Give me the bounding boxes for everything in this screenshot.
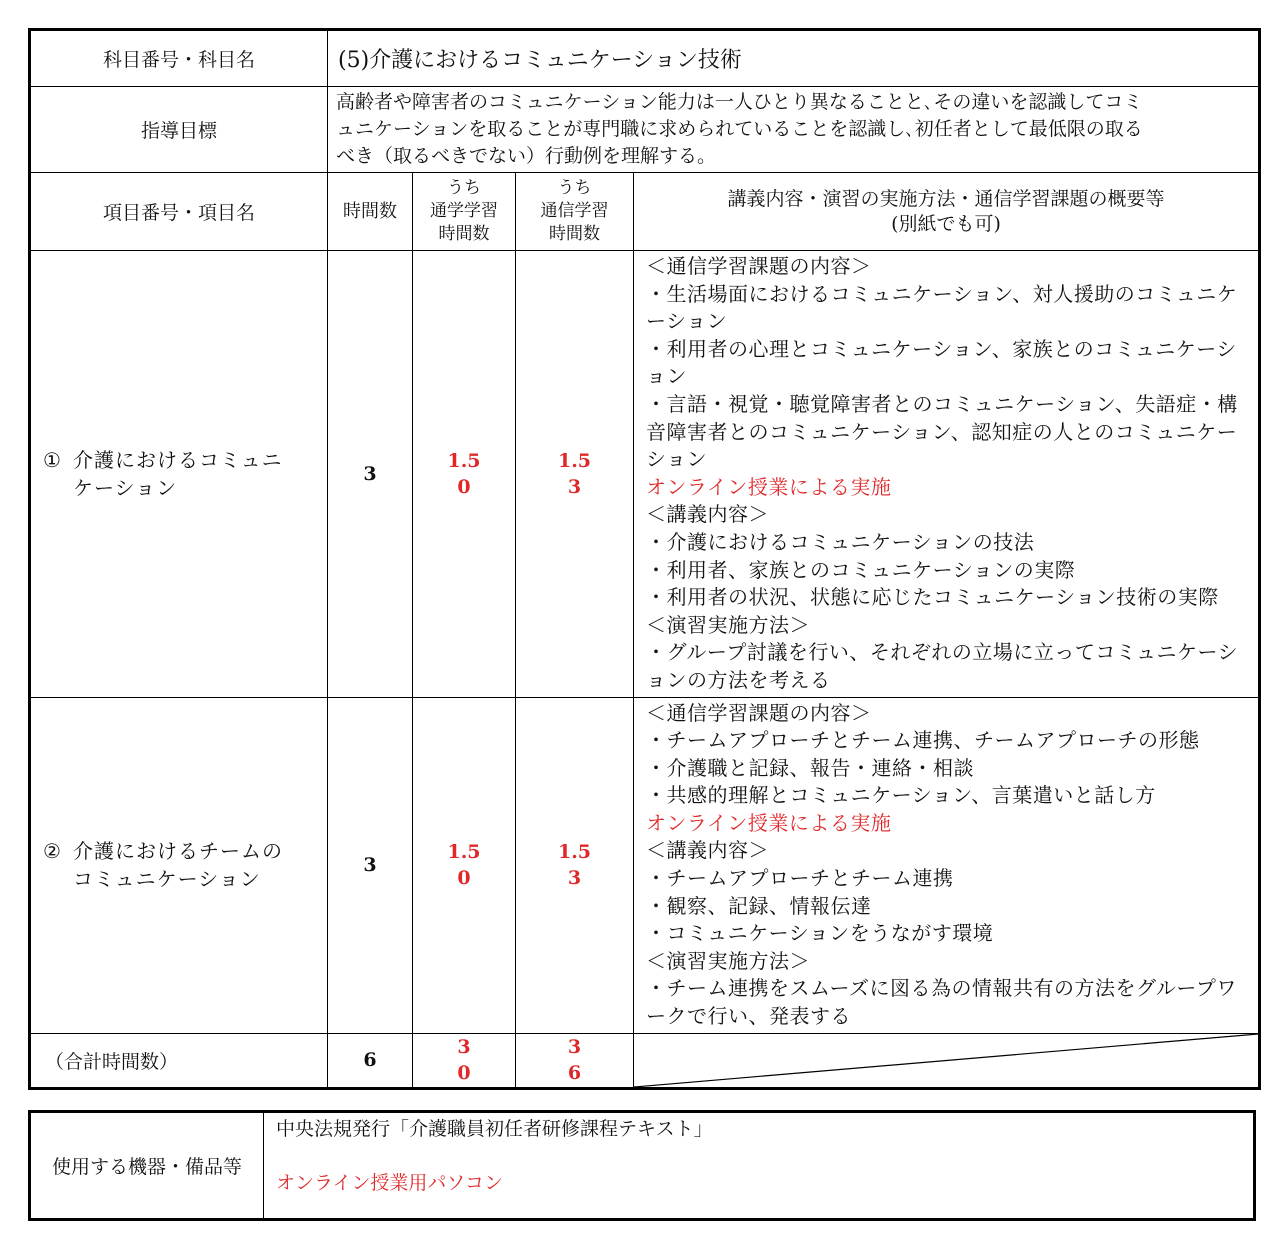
diagonal-line (634, 1034, 1258, 1087)
content-line: ・言語・視覚・聴覚障害者とのコミュニケーション、失語症・構音障害者とのコミュニケーション、認知症の人とのコミュニケーション (646, 391, 1238, 472)
equipment-row (30, 1112, 1255, 1220)
equipment-items (264, 1112, 1255, 1220)
item-number: ② (43, 839, 61, 864)
content-line: ・チームアプローチとチーム連携、チームアプローチの形態 (646, 728, 1200, 753)
col-corr-line: 時間数 (549, 224, 600, 244)
content-line: ・観察、記録、情報伝達 (646, 893, 872, 918)
content-line-online: オンライン授業による実施 (646, 810, 892, 835)
col-school-header (413, 173, 516, 251)
corr-hours-cell (516, 697, 634, 1033)
content-line: ・利用者の状況、状態に応じたコミュニケーション技術の実際 (646, 585, 1219, 610)
content-line: ・チーム連携をスムーズに図る為の情報共有の方法をグループワークで行い、発表する (646, 976, 1237, 1029)
col-school-line: 時間数 (438, 224, 490, 244)
item-number: ① (43, 447, 61, 472)
content-line: ・介護職と記録、報告・連絡・相談 (646, 755, 974, 780)
school-hours-value: 1.5 (447, 449, 481, 472)
content-line: ・利用者、家族とのコミュニケーションの実際 (646, 557, 1076, 582)
content-line: ・グループ討議を行い、それぞれの立場に立ってコミュニケーションの方法を考える (646, 640, 1239, 692)
table-row (30, 697, 1260, 1033)
col-content-line: (別紙でも可) (891, 212, 1001, 235)
content-line-online: オンライン授業による実施 (646, 474, 892, 499)
total-label: （合計時間数） (30, 1033, 328, 1088)
table-row (30, 251, 1260, 698)
content-line: ・利用者の心理とコミュニケーション、家族とのコミュニケーション (646, 336, 1237, 389)
col-item-header: 項目番号・項目名 (30, 173, 328, 251)
corr-hours-value: 3 (567, 867, 582, 890)
col-school-line: うち (447, 178, 481, 198)
total-school-hours (413, 1033, 516, 1088)
total-corr-value: 6 (567, 1062, 582, 1085)
equipment-item-online: オンライン授業用パソコン (276, 1172, 504, 1194)
content-line: ・生活場面におけるコミュニケーション、対人援助のコミュニケーション (646, 281, 1238, 334)
school-hours-cell (413, 697, 516, 1033)
school-hours-value: 0 (457, 867, 471, 890)
hours-cell: 3 (328, 697, 413, 1033)
col-corr-line: うち (557, 178, 592, 198)
col-hours-header: 時間数 (328, 173, 413, 251)
total-corr-hours (516, 1033, 634, 1088)
item-name-cell (30, 697, 328, 1033)
goal-row (30, 87, 1260, 173)
item-name: 介護におけるコミュニケーション (73, 447, 283, 500)
total-row (30, 1033, 1260, 1088)
goal-text (328, 87, 1260, 173)
content-line: ＜演習実施方法＞ (646, 612, 810, 637)
equipment-label: 使用する機器・備品等 (30, 1112, 264, 1220)
corr-hours-cell (516, 251, 634, 698)
goal-line: べき（取るべきでない）行動例を理解する。 (336, 145, 717, 167)
total-corr-value: 3 (567, 1036, 582, 1059)
item-name-cell (30, 251, 328, 698)
curriculum-table (28, 28, 1261, 1090)
col-content-header (634, 173, 1260, 251)
content-line: ・共感的理解とコミュニケーション、言葉遣いと話し方 (646, 783, 1156, 808)
content-line: ＜演習実施方法＞ (646, 948, 810, 973)
blank-diagonal-cell (634, 1033, 1260, 1088)
content-line: ＜講義内容＞ (646, 502, 769, 527)
total-school-value: 3 (457, 1036, 471, 1059)
corr-hours-value: 1.5 (557, 841, 592, 864)
total-hours: 6 (328, 1033, 413, 1088)
col-corr-line: 通信学習 (540, 201, 609, 221)
school-hours-value: 1.5 (447, 841, 481, 864)
hours-cell: 3 (328, 251, 413, 698)
content-cell (634, 697, 1260, 1033)
subject-name: (5)介護におけるコミュニケーション技術 (328, 30, 1260, 87)
content-line: ・チームアプローチとチーム連携 (646, 866, 954, 891)
col-school-line: 通学学習 (430, 201, 498, 221)
equipment-table (28, 1110, 1256, 1221)
item-name: 介護におけるチームのコミュニケーション (73, 839, 283, 892)
corr-hours-value: 1.5 (557, 449, 592, 472)
content-cell (634, 251, 1260, 698)
goal-label: 指導目標 (30, 87, 328, 173)
school-hours-cell (413, 251, 516, 698)
total-school-value: 0 (457, 1062, 471, 1085)
col-corr-header (516, 173, 634, 251)
content-line: ・介護におけるコミュニケーションの技法 (646, 529, 1035, 554)
subject-row (30, 30, 1260, 87)
content-line: ＜通信学習課題の内容＞ (646, 254, 872, 278)
goal-line: 高齢者や障害者のコミュニケーション能力は一人ひとり異なることと､その違いを認識してコミ (336, 91, 1143, 113)
equipment-item: 中央法規発行「介護職員初任者研修課程テキスト」 (276, 1118, 713, 1140)
subject-label: 科目番号・科目名 (30, 30, 328, 87)
corr-hours-value: 3 (567, 475, 582, 498)
column-header-row (30, 173, 1260, 251)
content-line: ＜講義内容＞ (646, 838, 769, 863)
content-line: ・コミュニケーションをうながす環境 (646, 921, 994, 946)
col-content-line: 講義内容・演習の実施方法・通信学習課題の概要等 (727, 187, 1165, 210)
goal-line: ュニケーションを取ることが専門職に求められていることを認識し､初任者として最低限の取る (336, 118, 1143, 140)
school-hours-value: 0 (457, 475, 471, 498)
content-line: ＜通信学習課題の内容＞ (646, 700, 872, 725)
